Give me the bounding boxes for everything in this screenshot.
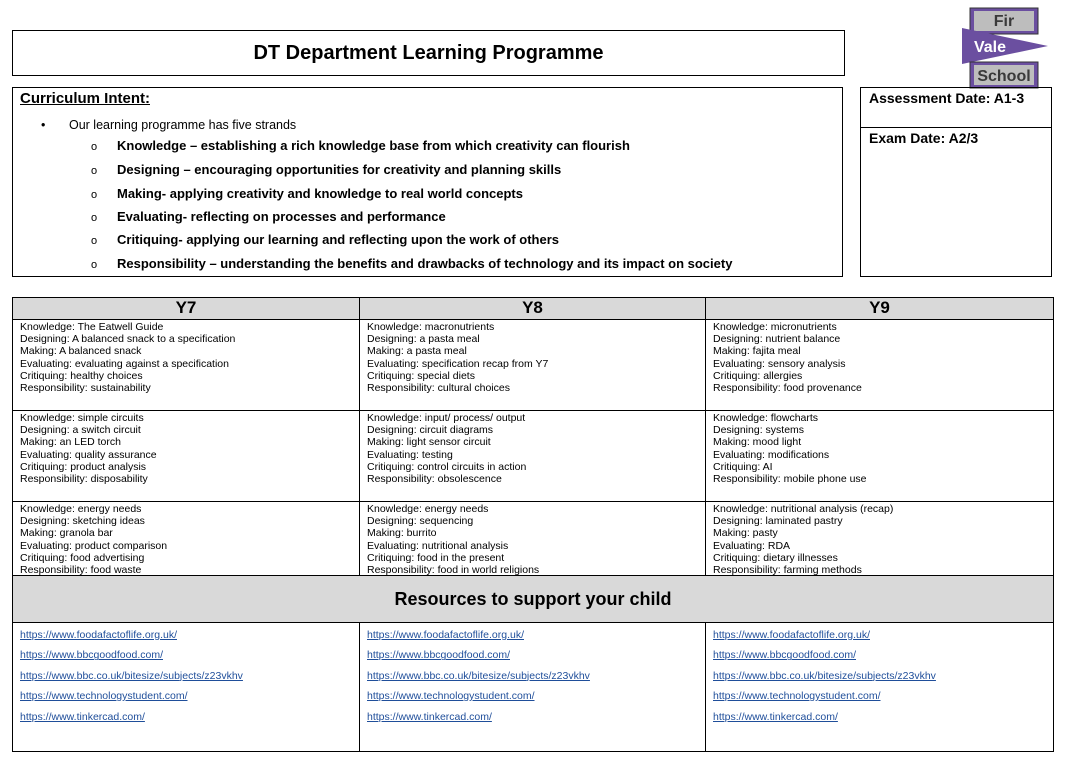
link-technology-student[interactable]: https://www.technologystudent.com/ [367,690,535,703]
year-header-y7: Y7 [13,298,360,320]
resource-links-y8 [360,623,705,751]
resources-heading: Resources to support your child [13,576,1053,622]
link-food-a-fact-of-life[interactable]: https://www.foodafactoflife.org.uk/ [367,629,524,641]
unit-cell-y7-2: Knowledge: simple circuits Designing: a switch circuit Making: an LED torch Evaluating: quality assurance Critiquing: product analysis Responsibility: disposability [20,412,157,486]
link-bbc-good-food[interactable]: https://www.bbcgoodfood.com/ [20,649,163,662]
link-bbc-bitesize[interactable]: https://www.bbc.co.uk/bitesize/subjects/z23vkhv [367,669,590,682]
table-row [13,502,1054,576]
strand-evaluating: o Evaluating- reflecting on processes and performance [91,209,446,224]
resource-links-y9 [706,623,1053,751]
circle-bullet-icon: o [91,259,98,271]
curriculum-intent-box [12,87,843,277]
circle-bullet-icon: o [91,141,98,153]
strand-responsibility: o Responsibility – understanding the benefits and drawbacks of technology and its impact on society [91,256,733,271]
exam-date: Exam Date: A2/3 [869,130,979,146]
intent-heading: Curriculum Intent: [20,90,150,107]
link-bbc-bitesize[interactable]: https://www.bbc.co.uk/bitesize/subjects/z23vkhv [713,669,936,682]
year-header-y8: Y8 [360,298,706,320]
link-food-a-fact-of-life[interactable]: https://www.foodafactoflife.org.uk/ [20,629,177,641]
resource-links-y7 [13,623,359,751]
link-technology-student[interactable]: https://www.technologystudent.com/ [713,690,881,703]
link-tinkercad[interactable]: https://www.tinkercad.com/ [20,710,145,723]
unit-cell-y7-3: Knowledge: energy needs Designing: sketching ideas Making: granola bar Evaluating: product comparison Critiquing: food advertising Responsibility: food waste [20,503,168,575]
circle-bullet-icon: o [91,189,98,201]
table-row [13,411,1054,502]
intent-intro-text: Our learning programme has five strands [69,118,297,132]
unit-cell-y8-2: Knowledge: input/ process/ output Designing: circuit diagrams Making: light sensor circuit Evaluating: testing Critiquing: control circuits in action Responsibility: obsolescence [367,412,527,486]
intent-intro [41,118,296,132]
circle-bullet-icon: o [91,165,98,177]
link-food-a-fact-of-life[interactable]: https://www.foodafactoflife.org.uk/ [713,629,870,641]
learning-programme-table [12,297,1054,752]
link-technology-student[interactable]: https://www.technologystudent.com/ [20,690,188,703]
strand-designing: o Designing – encouraging opportunities for creativity and planning skills [91,162,562,177]
resources-header-row [13,576,1054,623]
unit-cell-y9-1: Knowledge: micronutrients Designing: nutrient balance Making: fajita meal Evaluating: sensory analysis Critiquing: allergies Responsibility: food provenance [713,321,862,395]
school-logo [960,6,1052,90]
bullet-icon: • [41,118,46,132]
strand-critiquing: o Critiquing- applying our learning and reflecting upon the work of others [91,232,560,247]
unit-cell-y7-1: Knowledge: The Eatwell Guide Designing: A balanced snack to a specification Making: A balanced snack Evaluating: evaluating against a specification Critiquing: healthy choices Responsibility: sustainability [20,321,236,395]
link-tinkercad[interactable]: https://www.tinkercad.com/ [713,710,838,723]
link-bbc-good-food[interactable]: https://www.bbcgoodfood.com/ [367,649,510,662]
unit-cell-y9-2: Knowledge: flowcharts Designing: systems Making: mood light Evaluating: modifications Critiquing: AI Responsibility: mobile phone use [713,412,867,486]
year-header-row [13,298,1054,320]
logo-word-school: School [977,68,1031,85]
page-title: DT Department Learning Programme [12,30,845,76]
logo-word-fir: Fir [993,13,1015,30]
dates-box [860,87,1052,277]
unit-cell-y8-3: Knowledge: energy needs Designing: sequencing Making: burrito Evaluating: nutritional analysis Critiquing: food in the present Responsibility: food in world religions [367,503,540,575]
link-tinkercad[interactable]: https://www.tinkercad.com/ [367,710,492,723]
resources-links-row [13,623,1054,752]
assessment-date: Assessment Date: A1-3 [861,88,1051,128]
circle-bullet-icon: o [91,235,98,247]
link-bbc-good-food[interactable]: https://www.bbcgoodfood.com/ [713,649,856,662]
strand-knowledge: o Knowledge – establishing a rich knowledge base from which creativity can flourish [91,138,630,153]
year-header-y9: Y9 [706,298,1054,320]
strand-making: o Making- applying creativity and knowledge to real world concepts [91,186,523,201]
link-bbc-bitesize[interactable]: https://www.bbc.co.uk/bitesize/subjects/z23vkhv [20,669,243,682]
unit-cell-y8-1: Knowledge: macronutrients Designing: a pasta meal Making: a pasta meal Evaluating: specification recap from Y7 Critiquing: special diets Responsibility: cultural choices [367,321,549,395]
table-row [13,320,1054,411]
logo-word-vale: Vale [973,39,1007,56]
unit-cell-y9-3: Knowledge: nutritional analysis (recap) Designing: laminated pastry Making: pasty Evaluating: RDA Critiquing: dietary illnesses Responsibility: farming methods [713,503,894,575]
circle-bullet-icon: o [91,212,98,224]
